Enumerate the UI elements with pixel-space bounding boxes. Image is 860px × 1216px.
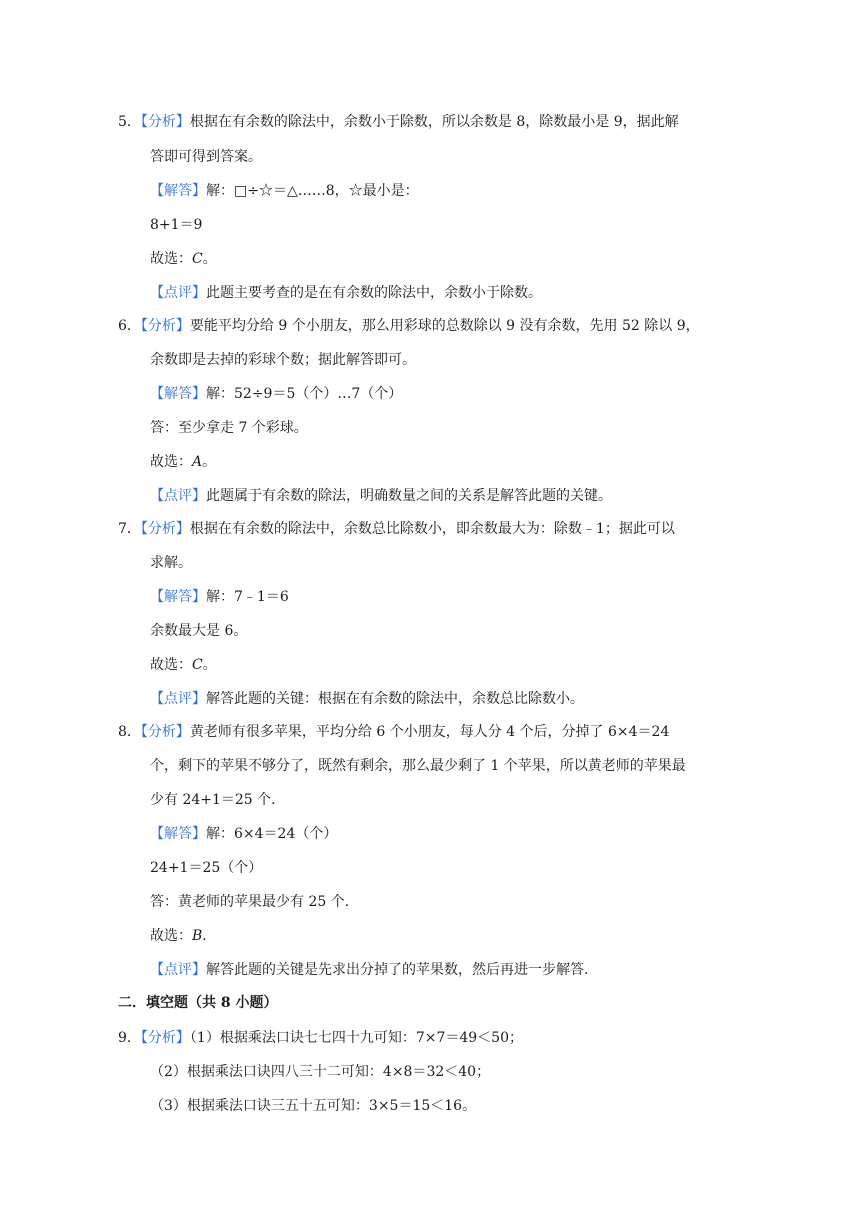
- analysis-tag: 【分析】: [140, 1030, 190, 1046]
- q5-comment-text: 此题主要考查的是在有余数的除法中，余数小于除数。: [206, 285, 542, 301]
- q6-analysis-line-1: [118, 316, 700, 336]
- choice-suffix: 。: [202, 251, 217, 267]
- choice-suffix: 。: [202, 657, 217, 673]
- q9-analysis-line-1: [118, 1028, 523, 1048]
- q6-answer-line: [150, 384, 402, 404]
- q6-reply-line: 答：至少拿走 7 个彩球。: [150, 420, 308, 436]
- q6-comment-text: 此题属于有余数的除法，明确数量之间的关系是解答此题的关键。: [206, 488, 612, 504]
- q9-analysis-line-2: （2）根据乘法口诀四八三十二可知：4×8＝32＜40；: [150, 1064, 491, 1080]
- q9-analysis-text: （1）根据乘法口诀七七四十九可知：7×7＝49＜50；: [189, 1030, 524, 1046]
- comment-tag: 【点评】: [150, 488, 206, 504]
- q5-answer-line: [150, 181, 419, 201]
- q6-number: 6．: [118, 318, 141, 334]
- choice-suffix: 。: [202, 454, 217, 470]
- analysis-tag: 【分析】: [140, 521, 190, 537]
- answer-tag: 【解答】: [150, 183, 206, 199]
- choice-prefix: 故选：: [150, 251, 192, 267]
- q5-choice-line: [150, 249, 217, 269]
- q8-calc-line: 24+1＝25（个）: [150, 860, 263, 876]
- q5-choice-letter: C: [192, 251, 203, 267]
- choice-prefix: 故选：: [150, 928, 192, 944]
- q8-number: 8．: [118, 724, 141, 740]
- q8-analysis-line-3: 少有 24+1＝25 个．: [150, 792, 286, 808]
- q6-analysis-line-2: 余数即是去掉的彩球个数；据此解答即可。: [150, 352, 416, 368]
- analysis-tag: 【分析】: [140, 114, 190, 130]
- q6-answer-text: 解：52÷9＝5（个）…7（个）: [206, 386, 403, 402]
- q7-number: 7．: [118, 521, 141, 537]
- q9-number: 9．: [118, 1030, 141, 1046]
- q8-comment-text: 解答此题的关键是先求出分掉了的苹果数，然后再进一步解答．: [206, 962, 598, 978]
- q6-choice-line: [150, 452, 216, 472]
- analysis-tag: 【分析】: [140, 724, 190, 740]
- section-heading: 二．填空题（共 8 小题）: [118, 995, 278, 1011]
- comment-tag: 【点评】: [150, 962, 206, 978]
- q5-calc-line: 8+1＝9: [150, 217, 203, 233]
- q8-choice-line: [150, 926, 216, 946]
- q5-analysis-text: 根据在有余数的除法中，余数小于除数，所以余数是 8，除数最小是 9，据此解: [189, 114, 679, 130]
- q7-analysis-text: 根据在有余数的除法中，余数总比除数小，即余数最大为：除数﹣1；据此可以: [189, 521, 675, 537]
- q7-answer-text: 解：7﹣1＝6: [206, 589, 289, 605]
- comment-tag: 【点评】: [150, 691, 206, 707]
- choice-prefix: 故选：: [150, 657, 192, 673]
- answer-tag: 【解答】: [150, 386, 206, 402]
- q7-reply-line: 余数最大是 6。: [150, 623, 248, 639]
- q8-reply-line: 答：黄老师的苹果最少有 25 个．: [150, 894, 359, 910]
- q8-comment-line: [150, 960, 598, 980]
- q7-comment-text: 解答此题的关键：根据在有余数的除法中，余数总比除数小。: [206, 691, 584, 707]
- q8-analysis-line-1: [118, 722, 669, 742]
- q7-analysis-line-1: [118, 519, 675, 539]
- q7-choice-letter: C: [192, 657, 203, 673]
- q8-answer-line: [150, 824, 337, 844]
- answer-tag: 【解答】: [150, 589, 206, 605]
- q7-choice-line: [150, 655, 217, 675]
- q7-analysis-line-2: 求解。: [150, 555, 192, 571]
- answer-tag: 【解答】: [150, 826, 206, 842]
- q5-answer-text: 解：□÷☆＝△……8，☆最小是：: [206, 183, 419, 199]
- analysis-tag: 【分析】: [140, 318, 190, 334]
- q8-analysis-line-2: 个，剩下的苹果不够分了，既然有剩余，那么最少剩了 1 个苹果，所以黄老师的苹果最: [150, 758, 686, 774]
- q7-comment-line: [150, 689, 584, 709]
- q8-choice-letter: B: [192, 928, 203, 944]
- q7-answer-line: [150, 587, 289, 607]
- q8-analysis-text: 黄老师有很多苹果，平均分给 6 个小朋友，每人分 4 个后，分掉了 6×4＝24: [189, 724, 670, 740]
- q5-comment-line: [150, 283, 542, 303]
- q6-analysis-text: 要能平均分给 9 个小朋友，那么用彩球的总数除以 9 没有余数，先用 52 除以 9，: [189, 318, 700, 334]
- choice-suffix: ．: [202, 928, 217, 944]
- q5-analysis-line-2: 答即可得到答案。: [150, 149, 262, 165]
- q6-comment-line: [150, 486, 612, 506]
- comment-tag: 【点评】: [150, 285, 206, 301]
- q6-choice-letter: A: [192, 454, 203, 470]
- q8-answer-text: 解：6×4＝24（个）: [206, 826, 338, 842]
- q5-analysis-line-1: [118, 112, 679, 132]
- q9-analysis-line-3: （3）根据乘法口诀三五十五可知：3×5＝15＜16。: [150, 1098, 477, 1114]
- q5-number: 5．: [118, 114, 141, 130]
- choice-prefix: 故选：: [150, 454, 192, 470]
